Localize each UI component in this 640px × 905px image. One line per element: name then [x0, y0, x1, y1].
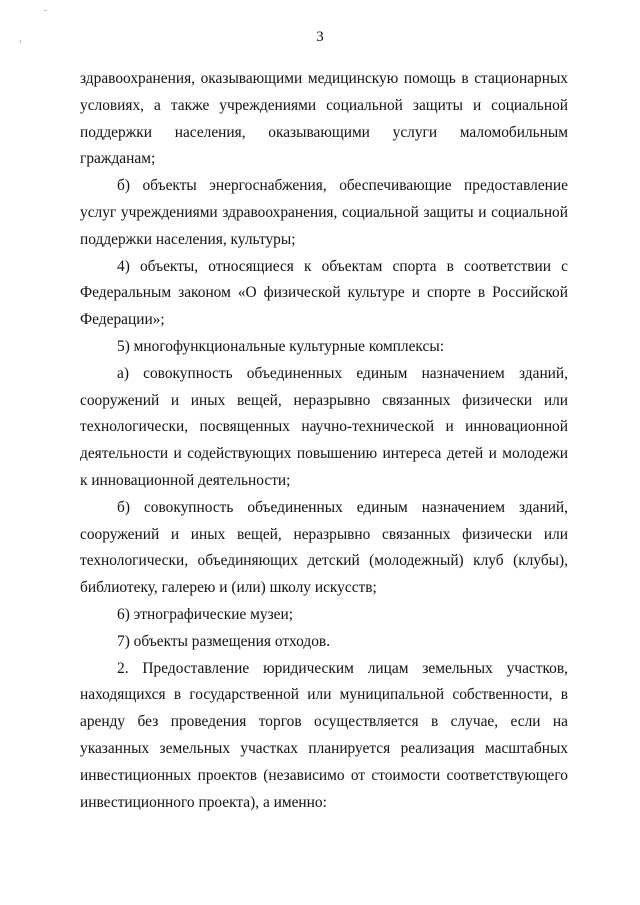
document-body — [80, 66, 568, 816]
paragraph: здравоохранения, оказывающими медицинскую помощь в стационарных условиях, а также учреждениями социальной защиты и социальной поддержки населения, оказывающими услуги маломобильным гражданам; — [80, 70, 568, 168]
paragraph: б) совокупность объединенных единым назначением зданий, сооружений и иных вещей, неразрывно связанных физически или технологически, объединяющих детский (молодежный) клуб (клубы), библиотеку, галерею и (или) школу искусств; — [80, 498, 568, 597]
paragraph: а) совокупность объединенных единым назначением зданий, сооружений и иных вещей, неразрывно связанных физически или технологически, посвященных научно-технической и инновационной деятельности и содействующих повышению интереса детей и молодежи к инновационной деятельности; — [80, 364, 568, 489]
paragraph: 2. Предоставление юридическим лицам земельных участков, находящихся в государственной или муниципальной собственности, в аренду без проведения торгов осуществляется в случае, если на указанных земельных участках планируется реализация масштабных инвестиционных проектов (независимо от стоимости соответствующего инвестиционного проекта), а именно: — [80, 659, 568, 811]
scan-artifact — [44, 10, 47, 11]
paragraph: 6) этнографические музеи; — [117, 605, 294, 623]
paragraph: 7) объекты размещения отходов. — [117, 632, 331, 650]
paragraph: 5) многофункциональные культурные комплексы: — [117, 337, 444, 355]
page-number: 3 — [316, 29, 324, 45]
paragraph: б) объекты энергоснабжения, обеспечивающие предоставление услуг учреждениями здравоохранения, социальной защиты и социальной поддержки населения, культуры; — [80, 177, 568, 248]
paragraph: 4) объекты, относящиеся к объектам спорта в соответствии с Федеральным законом «О физической культуре и спорте в Российской Федерации»; — [80, 257, 568, 329]
